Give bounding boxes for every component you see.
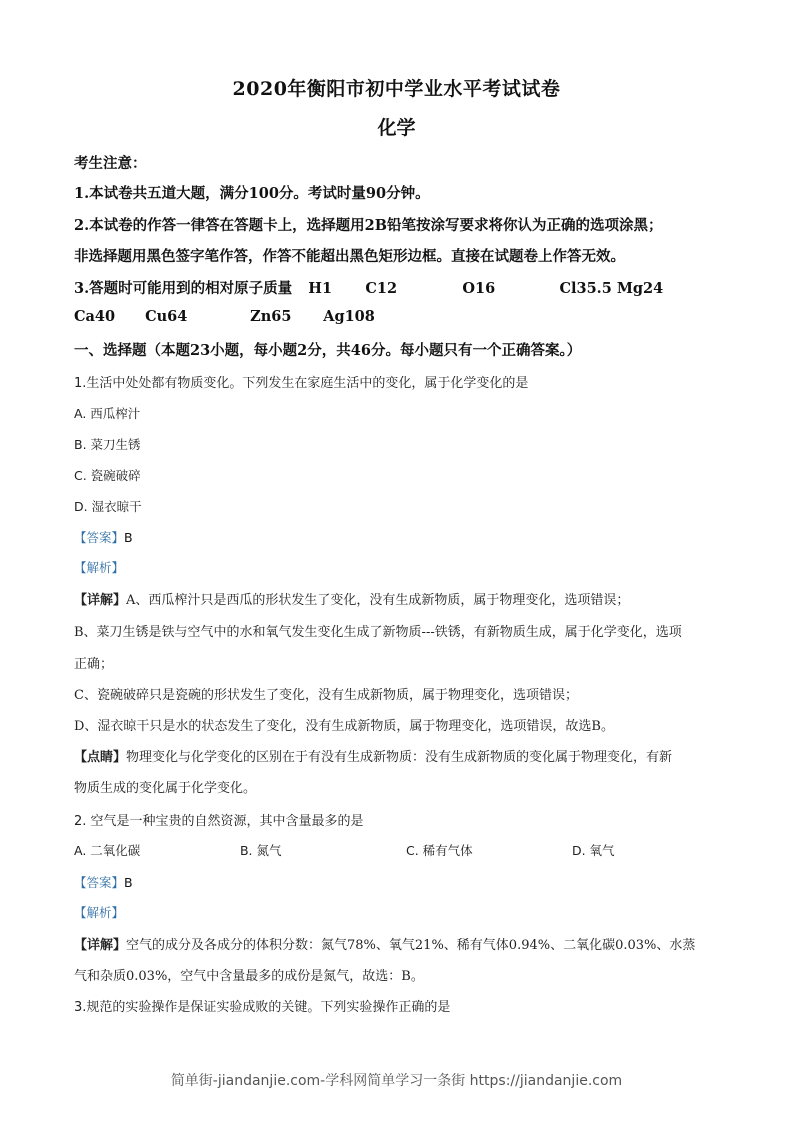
question-2-stem: 2. 空气是一种宝贵的自然资源，其中含量最多的是: [74, 814, 364, 829]
atomic-mass-zn: Zn65: [250, 308, 292, 325]
answer-value: B: [124, 875, 133, 890]
question-1-detail-5: D、湿衣晾干只是水的状态发生了变化，没有生成新物质，属于物理变化，选项错误，故选B。: [74, 719, 614, 734]
question-1-detail-4: C、瓷碗破碎只是瓷碗的形状发生了变化，没有生成新物质，属于物理变化，选项错误；: [74, 688, 578, 703]
question-1-detail-1: 【详解】A、西瓜榨汁只是西瓜的形状发生了变化，没有生成新物质，属于物理变化，选项错误；: [74, 593, 630, 608]
question-1-tip-1: 【点睛】物理变化与化学变化的区别在于有没有生成新物质：没有生成新物质的变化属于物理变化，有新: [74, 750, 673, 765]
page-title: 2020年衡阳市初中学业水平考试试卷: [232, 78, 561, 100]
question-2-answer: [74, 872, 133, 891]
atomic-mass-cu: Cu64: [145, 308, 188, 325]
answer-value: B: [124, 530, 133, 545]
notice-item-2: 2.本试卷的作答一律答在答题卡上，选择题用2B铅笔按涂写要求将你认为正确的选项涂黑；: [74, 217, 663, 234]
atomic-mass-c: C12: [365, 280, 398, 297]
question-1-stem: 1.生活中处处都有物质变化。下列发生在家庭生活中的变化，属于化学变化的是: [74, 376, 529, 391]
answer-label: 【答案】: [74, 875, 125, 890]
atomic-mass-row-2: [74, 308, 375, 325]
question-3-stem: 3.规范的实验操作是保证实验成败的关键。下列实验操作正确的是: [74, 1000, 451, 1015]
section-1-heading: 一、选择题（本题23小题，每小题2分，共46分。每小题只有一个正确答案。）: [74, 342, 582, 359]
question-2-detail-1: 【详解】空气的成分及各成分的体积分数：氮气78%、氧气21%、稀有气体0.94%、二氧化碳0.03%、水蒸: [74, 938, 696, 953]
atomic-mass-cl-mg: Cl35.5 Mg24: [559, 280, 664, 297]
subject-title: 化学: [377, 117, 416, 139]
tip-label: 【点睛】: [74, 750, 127, 765]
detail-label: 【详解】: [74, 938, 127, 953]
question-2-detail-2: 气和杂质0.03%，空气中含量最多的成份是氮气，故选：B。: [74, 969, 424, 984]
question-1-option-d: D. 湿衣晾干: [74, 499, 142, 514]
notice-item-1: 1.本试卷共五道大题，满分100分。考试时量90分钟。: [74, 185, 430, 202]
question-2-option-b: B. 氮气: [239, 843, 282, 858]
atomic-mass-row-1: [74, 277, 663, 298]
question-1-detail-3: 正确；: [74, 657, 114, 672]
question-1-detail-2: B、菜刀生锈是铁与空气中的水和氧气发生变化生成了新物质---铁锈，有新物质生成，属于化学变化，选项: [74, 625, 682, 640]
notice-heading: 考生注意：: [74, 155, 147, 172]
atomic-mass-ca: Ca40: [74, 308, 116, 325]
question-2-option-d: D. 氧气: [571, 843, 615, 858]
question-1-answer: [74, 527, 133, 546]
question-2-option-a: A. 二氧化碳: [74, 843, 141, 858]
atomic-mass-label: 3.答题时可能用到的相对原子质量: [74, 280, 293, 297]
question-1-option-a: A. 西瓜榨汁: [74, 406, 141, 421]
question-1-option-c: C. 瓷碗破碎: [74, 468, 141, 483]
answer-label: 【答案】: [74, 530, 125, 545]
question-1-option-b: B. 菜刀生锈: [74, 437, 141, 452]
question-1-tip-2: 物质生成的变化属于化学变化。: [74, 781, 257, 796]
detail-label: 【详解】: [74, 593, 127, 608]
atomic-mass-o: O16: [462, 280, 496, 297]
question-2-option-c: C. 稀有气体: [405, 843, 473, 858]
footer-watermark: 简单街-jiandanjie.com-学科网简单学习一条街 https://jiandanjie.com: [170, 1073, 623, 1089]
question-2-options: [74, 841, 615, 859]
notice-item-2-cont: 非选择题用黑色签字笔作答，作答不能超出黑色矩形边框。直接在试题卷上作答无效。: [74, 248, 625, 265]
question-2-analysis-label: 【解析】: [74, 905, 125, 920]
atomic-mass-ag: Ag108: [323, 308, 375, 325]
question-1-analysis-label: 【解析】: [74, 560, 125, 575]
atomic-mass-h: H1: [308, 280, 333, 297]
